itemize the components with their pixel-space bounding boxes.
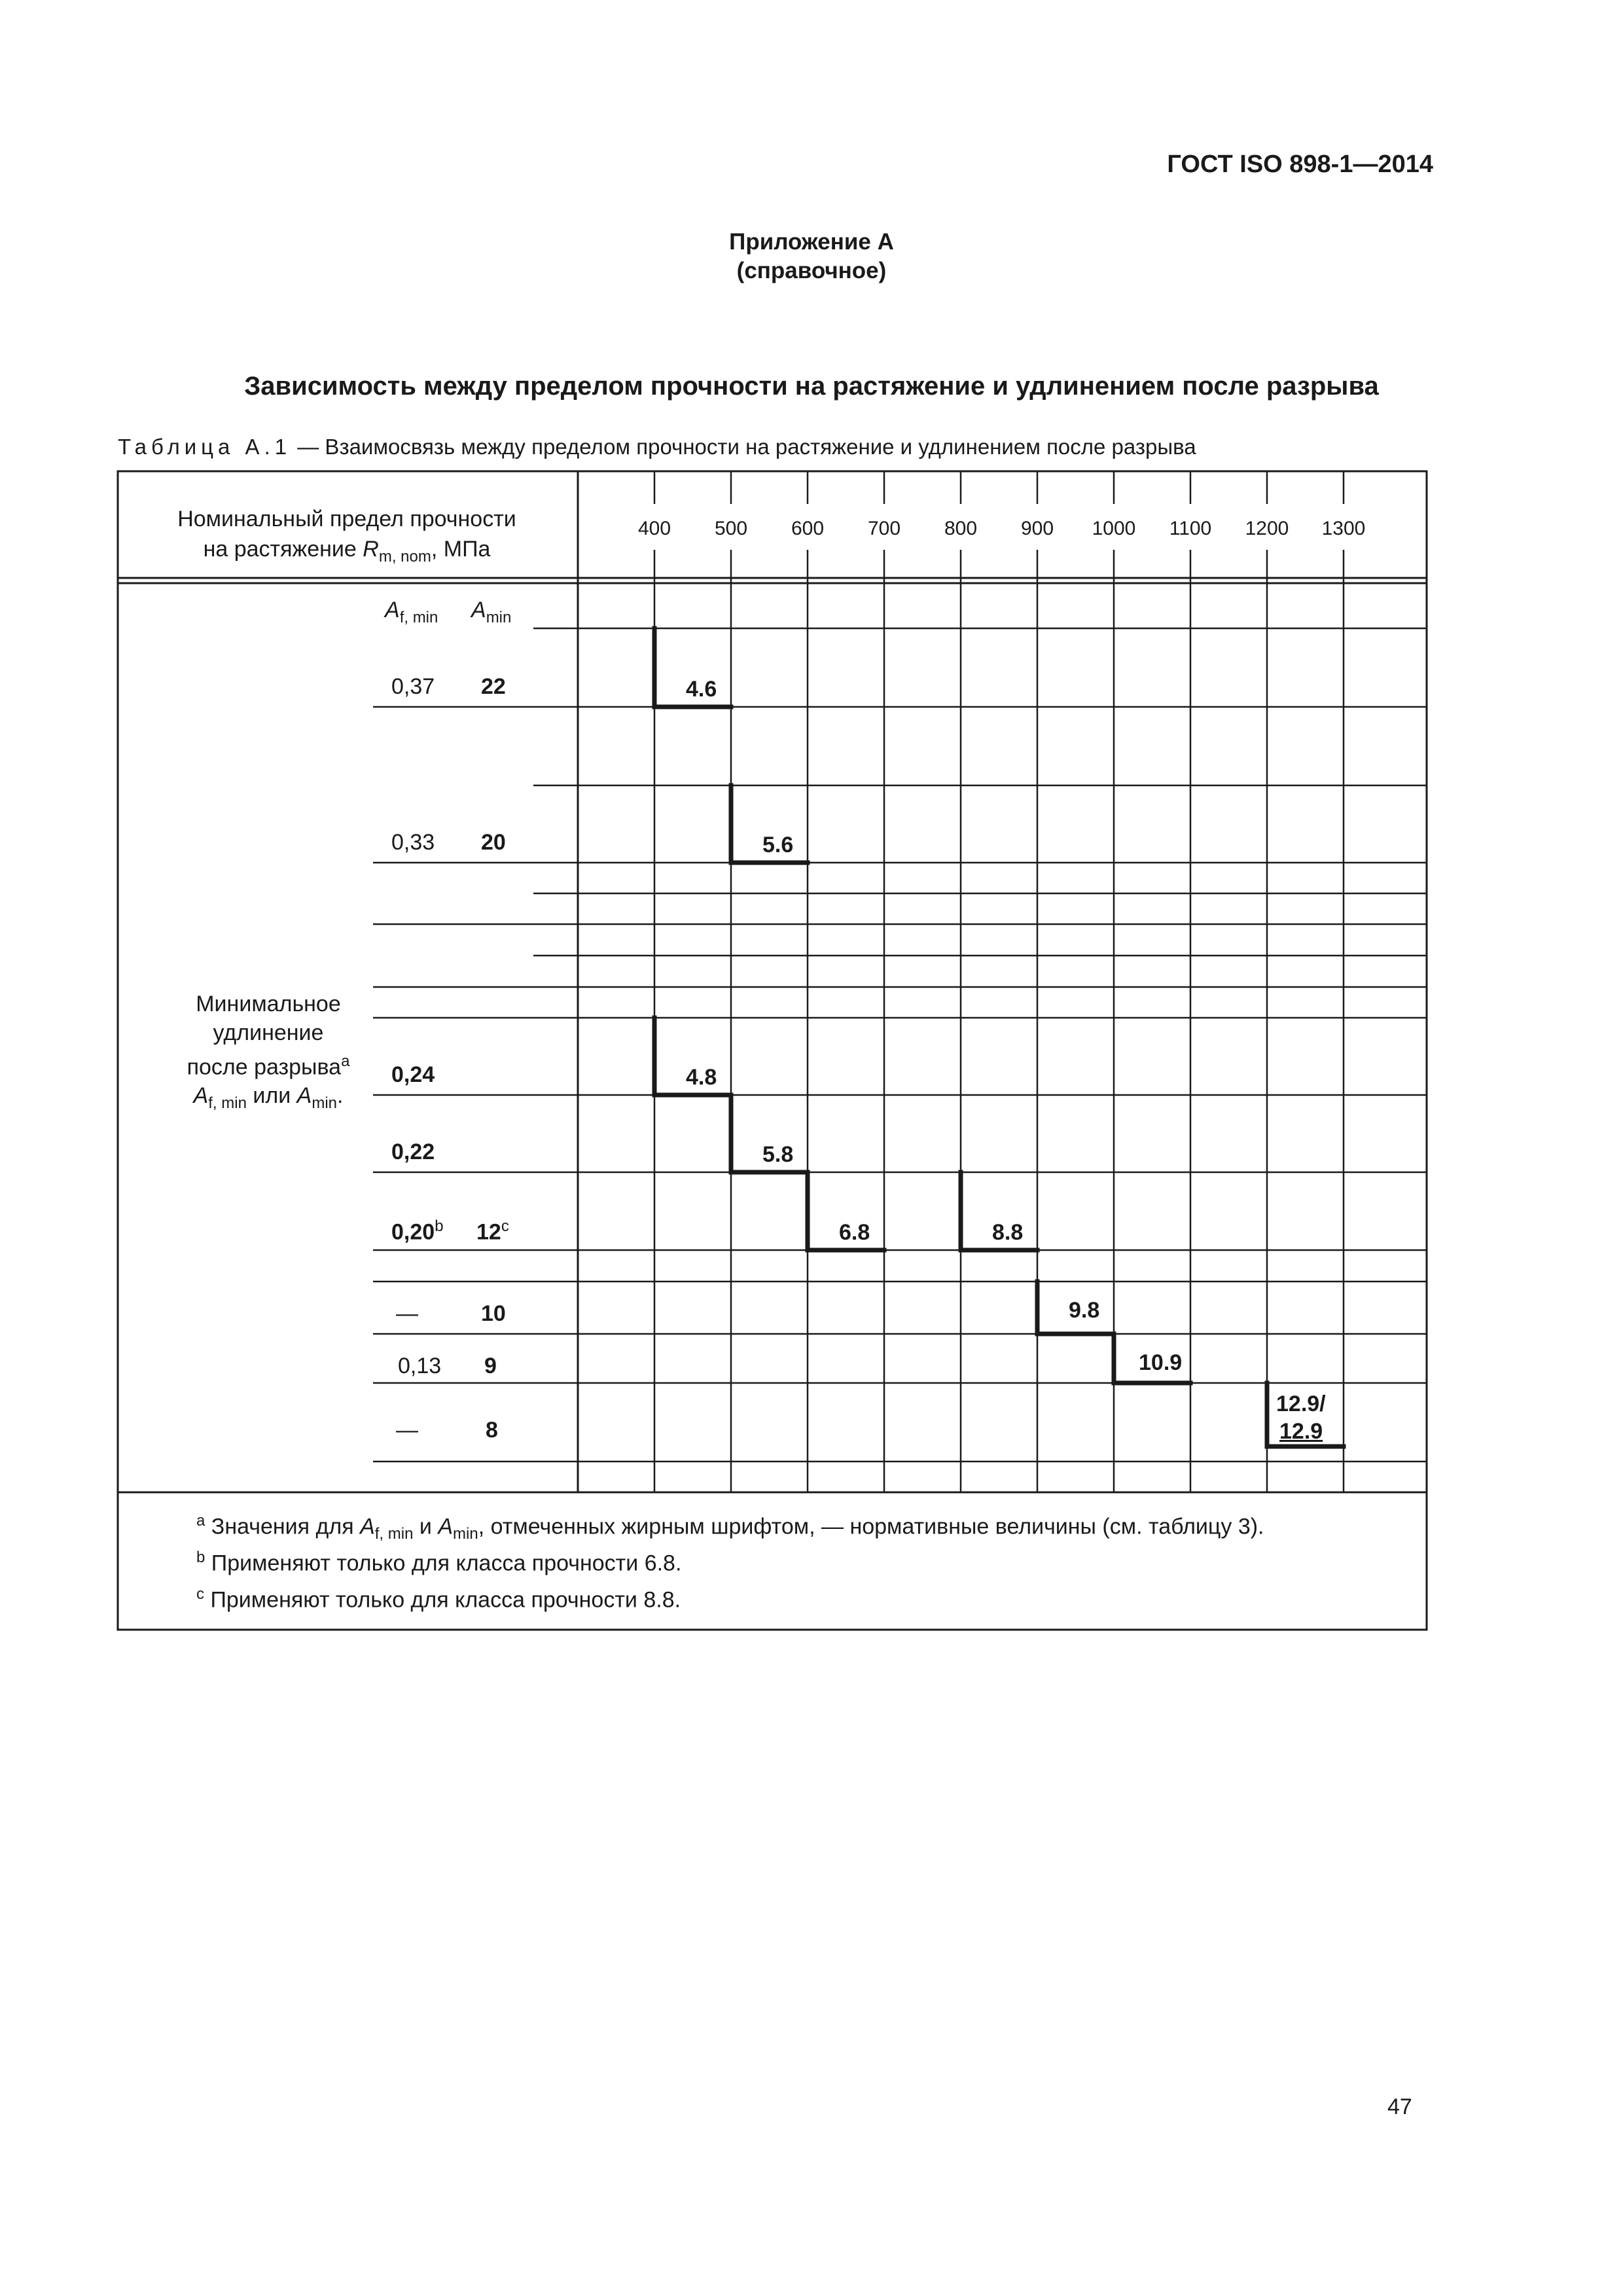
caption-prefix: Таблица А.1 (118, 435, 292, 459)
side-line3 (137, 1047, 399, 1081)
row-af-value: 0,37 (391, 674, 435, 699)
row-a-value: 20 (481, 830, 506, 855)
footnote-a-sub1: f, min (374, 1525, 414, 1543)
class-label-4-6: 4.6 (686, 677, 717, 702)
tick-label: 1300 (1321, 518, 1366, 539)
row-af-value: 0,22 (391, 1139, 435, 1164)
class-label-6-8: 6.8 (839, 1220, 870, 1245)
header-symbol: R (363, 537, 379, 562)
side-line3-text: после разрыва (187, 1054, 342, 1080)
side-sup: a (341, 1052, 350, 1070)
row-af-value (391, 1219, 444, 1243)
a-symbol: A (471, 598, 486, 622)
side-label-min-elongation (137, 990, 399, 1118)
side-sym2: A (296, 1083, 312, 1109)
tick-label: 800 (944, 518, 978, 539)
tick-label: 1200 (1245, 518, 1289, 539)
footnote-a (196, 1512, 1264, 1543)
side-line4 (137, 1081, 399, 1118)
side-mid: или (246, 1083, 297, 1109)
caption-text: — Взаимосвязь между пределом прочности на растяжение и удлинением после разрыва (291, 435, 1196, 459)
footnote-a-sup: a (196, 1512, 205, 1530)
page-number: 47 (1387, 2094, 1412, 2119)
col-header-a-min (471, 599, 511, 626)
header-line1: Номинальный предел прочности (177, 507, 516, 531)
tick-label: 1000 (1092, 518, 1136, 539)
side-sym1: A (193, 1083, 209, 1109)
col-header-af-min (385, 599, 438, 626)
class-label-9-8: 9.8 (1069, 1298, 1100, 1323)
row-a-sup: c (501, 1217, 509, 1235)
row-a-value: 10 (481, 1301, 506, 1326)
annex-title: Приложение А (729, 229, 894, 255)
footnote-a-sym1: A (360, 1514, 375, 1539)
row-a-value: 8 (486, 1418, 498, 1443)
class-label-4-8: 4.8 (686, 1065, 717, 1090)
row-a-value: 22 (481, 674, 506, 699)
row-af-value: 0,33 (391, 830, 435, 855)
side-end: . (337, 1083, 344, 1109)
row-af-value: 0,24 (391, 1062, 435, 1087)
footnote-a-mid: и (413, 1514, 438, 1539)
tick-label: 500 (714, 518, 748, 539)
footnote-c-text: Применяют только для класса прочности 8.8. (204, 1587, 681, 1613)
class-label-12-9: 12.9/ (1276, 1391, 1326, 1416)
class-label-5-6: 5.6 (762, 833, 794, 857)
row-af-sup: b (435, 1217, 444, 1235)
row-af-value: — (396, 1301, 418, 1326)
header-nominal-strength (131, 504, 563, 572)
tick-label: 900 (1020, 518, 1054, 539)
header-line2-pre: на растяжение (203, 537, 363, 562)
footnote-a-sub2: min (453, 1525, 478, 1543)
tick-label: 400 (637, 518, 671, 539)
row-af-text: 0,20 (391, 1219, 435, 1245)
footnote-a-sym2: A (438, 1514, 454, 1539)
footnote-b-sup: b (196, 1549, 205, 1566)
footnote-a-post: , отмеченных жирным шрифтом, — нормативные величины (см. таблицу 3). (478, 1514, 1264, 1539)
header-unit: , МПа (431, 537, 491, 562)
side-sub2: min (312, 1094, 337, 1113)
annex-kind: (справочное) (736, 258, 887, 283)
footnote-c (196, 1585, 681, 1613)
a-subscript: min (486, 608, 512, 626)
af-subscript: f, min (399, 608, 438, 626)
header-line2 (131, 534, 563, 572)
class-label-10-9: 10.9 (1139, 1350, 1183, 1375)
tick-label: 700 (867, 518, 901, 539)
document-code: ГОСТ ISO 898-1—2014 (1167, 151, 1433, 178)
footnote-c-sup: c (196, 1585, 204, 1603)
tick-label: 600 (791, 518, 825, 539)
header-subscript: m, nom (378, 547, 431, 565)
row-af-value: — (396, 1418, 418, 1443)
row-a-text: 12 (476, 1219, 501, 1245)
row-a-value (476, 1219, 509, 1243)
af-symbol: A (385, 598, 400, 622)
section-heading: Зависимость между пределом прочности на растяжение и удлинением после разрыва (244, 372, 1379, 401)
side-line2: удлинение (213, 1020, 324, 1045)
footnote-a-pre: Значения для (205, 1514, 361, 1539)
row-af-value: 0,13 (398, 1354, 442, 1378)
footnote-b-text: Применяют только для класса прочности 6.8. (205, 1551, 682, 1576)
row-a-value: 9 (484, 1354, 497, 1378)
side-line1: Минимальное (196, 992, 341, 1016)
class-label-5-8: 5.8 (762, 1142, 794, 1167)
class-label-8-8: 8.8 (992, 1220, 1024, 1245)
class-label-12-9-underlined: 12.9 (1279, 1419, 1323, 1444)
tick-label: 1100 (1169, 518, 1212, 539)
side-sub1: f, min (208, 1094, 247, 1113)
footnote-b (196, 1549, 681, 1576)
